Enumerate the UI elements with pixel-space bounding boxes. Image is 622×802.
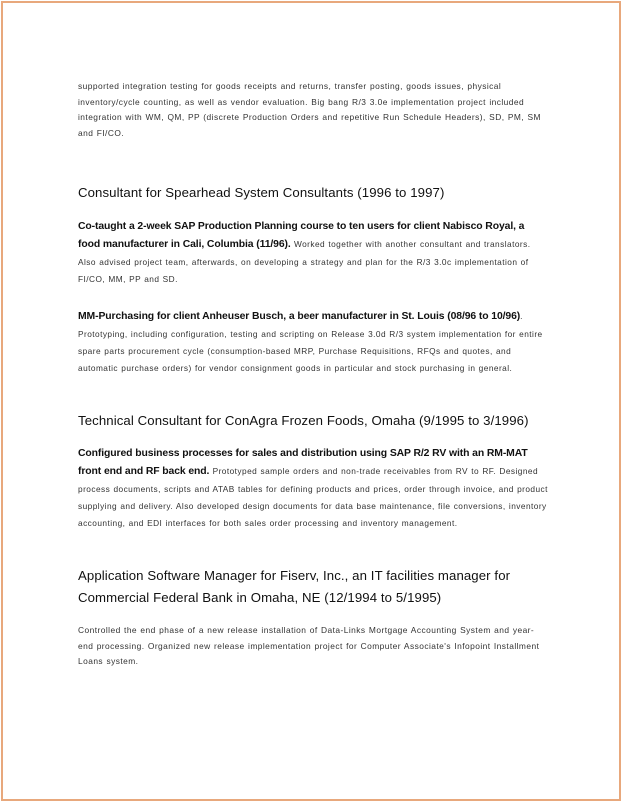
- document-content: [78, 79, 548, 670]
- entry-title: Configured business processes for sales and distribution using SAP R/2 RV with an RM-MAT front end and RF back end.: [78, 448, 528, 477]
- section-heading-conagra: Technical Consultant for ConAgra Frozen Foods, Omaha (9/1995 to 3/1996): [78, 413, 529, 428]
- entry-title: MM-Purchasing for client Anheuser Busch, a beer manufacturer in St. Louis (08/96 to 10/96): [78, 311, 521, 322]
- entry-text: Prototyped sample orders and non-trade receivables from RV to RF. Designed process documents, scripts and ATAB tables for defining products and prices, order through invoice, and product supplying and delivery. Also developed design documents for data base maintenance, file conversions, inventory accounting, and EDI interfaces for both sales order processing and inventory management.: [78, 466, 548, 528]
- entry-text: Worked together with another consultant and translators. Also advised project team, afterwards, on developing a strategy and plan for the R/3 3.0c implementation of FI/CO, MM, PP and SD.: [78, 239, 531, 284]
- entry-text: . Prototyping, including configuration, testing and scripting on Release 3.0d R/3 system implementation for entire spare parts procurement cycle (consumption-based MRP, Purchase Requisitions, RFQs and quotes, and automatic purchase orders) for vendor consignment goods in particular and stock purchasing in general.: [78, 311, 543, 373]
- entry-anheuser-busch: [78, 307, 548, 376]
- entry-fiserv-text: Controlled the end phase of a new release installation of Data-Links Mortgage Accounting System and year-end processing. Organized new release implementation project for Computer Associate's Infopoint Installment Loans system.: [78, 625, 540, 666]
- document-page: [1, 1, 621, 801]
- section-heading-spearhead: Consultant for Spearhead System Consultants (1996 to 1997): [78, 185, 445, 200]
- entry-nabisco: [78, 217, 548, 287]
- section-heading-fiserv: Application Software Manager for Fiserv, Inc., an IT facilities manager for Commercial Federal Bank in Omaha, NE (12/1994 to 5/1995): [78, 568, 511, 605]
- entry-conagra: [78, 444, 548, 531]
- entry-title: Co-taught a 2-week SAP Production Planning course to ten users for client Nabisco Royal, a food manufacturer in Cali, Columbia (11/96).: [78, 221, 525, 250]
- intro-paragraph: supported integration testing for goods receipts and returns, transfer posting, goods issues, physical inventory/cycle counting, as well as vendor evaluation. Big bang R/3 3.0e implementation project included integration with WM, QM, PP (discrete Production Orders and repetitive Run Schedule Headers), SD, PM, SM and FI/CO.: [78, 81, 541, 138]
